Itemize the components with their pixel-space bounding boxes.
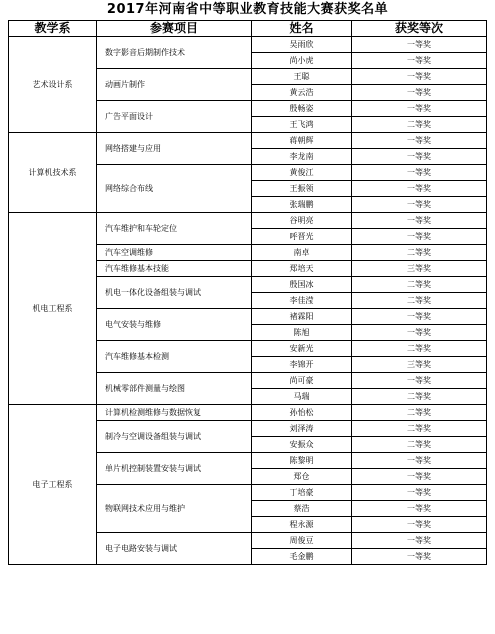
student-name-cell: 程永源 [252, 517, 352, 533]
award-level-cell: 二等奖 [352, 405, 487, 421]
student-name-cell: 黄云浩 [252, 85, 352, 101]
student-name-cell: 尚小虎 [252, 53, 352, 69]
project-cell: 汽车维修基本技能 [97, 261, 252, 277]
award-level-cell: 一等奖 [352, 325, 487, 341]
student-name-cell: 郑培天 [252, 261, 352, 277]
award-level-cell: 二等奖 [352, 245, 487, 261]
award-level-cell: 一等奖 [352, 133, 487, 149]
award-level-cell: 二等奖 [352, 293, 487, 309]
award-level-cell: 一等奖 [352, 501, 487, 517]
award-level-cell: 三等奖 [352, 261, 487, 277]
student-name-cell: 李龙南 [252, 149, 352, 165]
student-name-cell: 呼晋光 [252, 229, 352, 245]
page-title: 2017年河南省中等职业教育技能大赛获奖名单 [106, 2, 389, 17]
award-level-cell: 一等奖 [352, 453, 487, 469]
award-level-cell: 一等奖 [352, 229, 487, 245]
award-level-cell: 一等奖 [352, 197, 487, 213]
department-cell: 电子工程系 [9, 405, 97, 565]
student-name-cell: 南卓 [252, 245, 352, 261]
project-cell: 电气安装与维修 [97, 309, 252, 341]
student-name-cell: 刘泽涛 [252, 421, 352, 437]
project-cell: 汽车维修基本检测 [97, 341, 252, 373]
project-cell: 网络搭建与应用 [97, 133, 252, 165]
award-table [8, 20, 487, 565]
student-name-cell: 丁培豪 [252, 485, 352, 501]
project-cell: 计算机检测维修与数据恢复 [97, 405, 252, 421]
student-name-cell: 郑仓 [252, 469, 352, 485]
student-name-cell: 李锦开 [252, 357, 352, 373]
project-cell: 汽车维护和车轮定位 [97, 213, 252, 245]
header-department: 教学系 [9, 21, 97, 37]
award-level-cell: 一等奖 [352, 101, 487, 117]
award-level-cell: 一等奖 [352, 149, 487, 165]
award-level-cell: 一等奖 [352, 373, 487, 389]
student-name-cell: 蒋朝辉 [252, 133, 352, 149]
project-cell: 广告平面设计 [97, 101, 252, 133]
student-name-cell: 谷明亮 [252, 213, 352, 229]
table-row [9, 213, 487, 229]
header-award: 获奖等次 [352, 21, 487, 37]
student-name-cell: 马瑞 [252, 389, 352, 405]
award-level-cell: 二等奖 [352, 437, 487, 453]
table-row [9, 37, 487, 53]
award-level-cell: 一等奖 [352, 165, 487, 181]
student-name-cell: 蔡浩 [252, 501, 352, 517]
project-cell: 动画片制作 [97, 69, 252, 101]
student-name-cell: 张瑞鹏 [252, 197, 352, 213]
award-level-cell: 一等奖 [352, 549, 487, 565]
award-level-cell: 三等奖 [352, 357, 487, 373]
award-level-cell: 二等奖 [352, 117, 487, 133]
department-cell: 机电工程系 [9, 213, 97, 405]
award-level-cell: 一等奖 [352, 469, 487, 485]
table-row [9, 133, 487, 149]
student-name-cell: 殷畅姿 [252, 101, 352, 117]
award-level-cell: 一等奖 [352, 517, 487, 533]
table-row [9, 405, 487, 421]
project-cell: 数字影音后期制作技术 [97, 37, 252, 69]
student-name-cell: 黄俊江 [252, 165, 352, 181]
award-level-cell: 一等奖 [352, 309, 487, 325]
project-cell: 机电一体化设备组装与调试 [97, 277, 252, 309]
project-cell: 制冷与空调设备组装与调试 [97, 421, 252, 453]
student-name-cell: 尚可豪 [252, 373, 352, 389]
student-name-cell: 毛金鹏 [252, 549, 352, 565]
award-level-cell: 一等奖 [352, 53, 487, 69]
student-name-cell: 孙怡松 [252, 405, 352, 421]
student-name-cell: 褚霖阳 [252, 309, 352, 325]
award-level-cell: 一等奖 [352, 85, 487, 101]
award-level-cell: 一等奖 [352, 37, 487, 53]
department-cell: 计算机技术系 [9, 133, 97, 213]
award-level-cell: 一等奖 [352, 485, 487, 501]
award-level-cell: 二等奖 [352, 389, 487, 405]
award-level-cell: 二等奖 [352, 421, 487, 437]
student-name-cell: 王飞鸿 [252, 117, 352, 133]
award-level-cell: 一等奖 [352, 533, 487, 549]
student-name-cell: 陈旭 [252, 325, 352, 341]
table-header-row [9, 21, 487, 37]
award-level-cell: 一等奖 [352, 69, 487, 85]
header-project: 参赛项目 [97, 21, 252, 37]
project-cell: 电子电路安装与调试 [97, 533, 252, 565]
award-level-cell: 二等奖 [352, 341, 487, 357]
student-name-cell: 王振领 [252, 181, 352, 197]
award-level-cell: 一等奖 [352, 213, 487, 229]
project-cell: 汽车空调维修 [97, 245, 252, 261]
student-name-cell: 安新光 [252, 341, 352, 357]
award-level-cell: 一等奖 [352, 181, 487, 197]
student-name-cell: 周俊豆 [252, 533, 352, 549]
student-name-cell: 王聪 [252, 69, 352, 85]
table-body [9, 37, 487, 565]
department-cell: 艺术设计系 [9, 37, 97, 133]
project-cell: 机械零部件测量与绘图 [97, 373, 252, 405]
award-level-cell: 二等奖 [352, 277, 487, 293]
header-name: 姓名 [252, 21, 352, 37]
student-name-cell: 殷国冰 [252, 277, 352, 293]
student-name-cell: 安振众 [252, 437, 352, 453]
student-name-cell: 李佳滢 [252, 293, 352, 309]
student-name-cell: 陈黎明 [252, 453, 352, 469]
project-cell: 单片机控制装置安装与调试 [97, 453, 252, 485]
student-name-cell: 吴雨欣 [252, 37, 352, 53]
project-cell: 物联网技术应用与维护 [97, 485, 252, 533]
project-cell: 网络综合布线 [97, 165, 252, 213]
